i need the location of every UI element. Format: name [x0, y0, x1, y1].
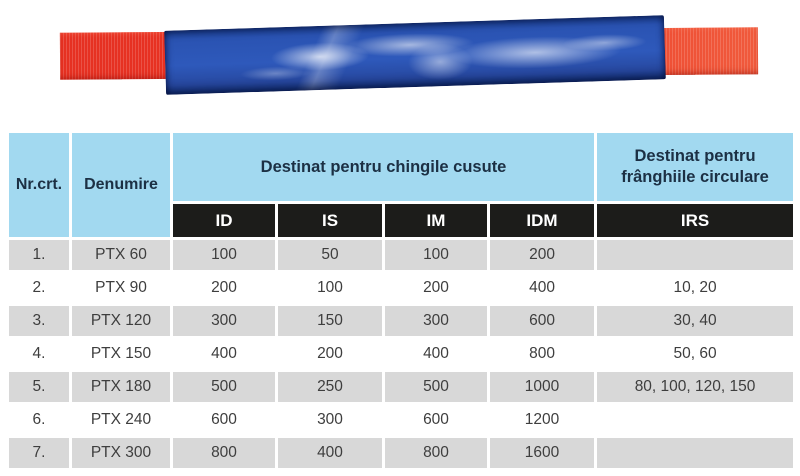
table-row — [9, 306, 793, 336]
cell-id: 500 — [173, 372, 275, 402]
cell-is: 200 — [278, 339, 382, 369]
cell-idm: 1000 — [490, 372, 594, 402]
table-row — [9, 405, 793, 435]
col-header-id: ID — [173, 204, 275, 237]
col-header-nr: Nr.crt. — [9, 133, 69, 237]
cell-name: PTX 240 — [72, 405, 170, 435]
cell-im: 800 — [385, 438, 487, 468]
cell-idm: 200 — [490, 240, 594, 270]
cell-is: 150 — [278, 306, 382, 336]
col-group-round-line2: frânghiile circulare — [621, 168, 769, 186]
cell-im: 200 — [385, 273, 487, 303]
col-header-is: IS — [278, 204, 382, 237]
cell-nr: 2. — [9, 273, 69, 303]
spec-table — [6, 130, 796, 471]
blue-protective-sleeve — [164, 15, 666, 95]
cell-id: 200 — [173, 273, 275, 303]
col-group-sewn-slings: Destinat pentru chingile cusute — [173, 133, 594, 201]
cell-id: 400 — [173, 339, 275, 369]
cell-im: 600 — [385, 405, 487, 435]
cell-nr: 4. — [9, 339, 69, 369]
cell-idm: 1600 — [490, 438, 594, 468]
product-image — [0, 0, 800, 118]
col-group-round-line1: Destinat pentru — [634, 147, 756, 165]
cell-name: PTX 300 — [72, 438, 170, 468]
table-row — [9, 240, 793, 270]
cell-id: 800 — [173, 438, 275, 468]
col-header-irs: IRS — [597, 204, 793, 237]
spec-table-body — [9, 240, 793, 468]
table-row — [9, 339, 793, 369]
cell-idm: 800 — [490, 339, 594, 369]
cell-irs: 10, 20 — [597, 273, 793, 303]
cell-irs: 50, 60 — [597, 339, 793, 369]
cell-name: PTX 150 — [72, 339, 170, 369]
cell-is: 300 — [278, 405, 382, 435]
cell-idm: 400 — [490, 273, 594, 303]
cell-is: 50 — [278, 240, 382, 270]
cell-name: PTX 120 — [72, 306, 170, 336]
cell-irs — [597, 405, 793, 435]
cell-nr: 1. — [9, 240, 69, 270]
cell-name: PTX 90 — [72, 273, 170, 303]
cell-is: 250 — [278, 372, 382, 402]
cell-irs: 30, 40 — [597, 306, 793, 336]
cell-im: 300 — [385, 306, 487, 336]
col-group-round-slings — [597, 133, 793, 201]
cell-id: 300 — [173, 306, 275, 336]
cell-im: 100 — [385, 240, 487, 270]
cell-name: PTX 180 — [72, 372, 170, 402]
cell-im: 400 — [385, 339, 487, 369]
table-row — [9, 372, 793, 402]
table-row — [9, 438, 793, 468]
cell-nr: 3. — [9, 306, 69, 336]
cell-nr: 5. — [9, 372, 69, 402]
table-row — [9, 273, 793, 303]
col-header-im: IM — [385, 204, 487, 237]
cell-name: PTX 60 — [72, 240, 170, 270]
cell-nr: 7. — [9, 438, 69, 468]
cell-id: 600 — [173, 405, 275, 435]
cell-idm: 1200 — [490, 405, 594, 435]
spec-table-header — [9, 133, 793, 237]
cell-nr: 6. — [9, 405, 69, 435]
cell-is: 100 — [278, 273, 382, 303]
cell-irs — [597, 438, 793, 468]
col-header-idm: IDM — [490, 204, 594, 237]
cell-is: 400 — [278, 438, 382, 468]
cell-irs: 80, 100, 120, 150 — [597, 372, 793, 402]
cell-im: 500 — [385, 372, 487, 402]
col-header-denumire: Denumire — [72, 133, 170, 237]
cell-irs — [597, 240, 793, 270]
cell-id: 100 — [173, 240, 275, 270]
cell-idm: 600 — [490, 306, 594, 336]
